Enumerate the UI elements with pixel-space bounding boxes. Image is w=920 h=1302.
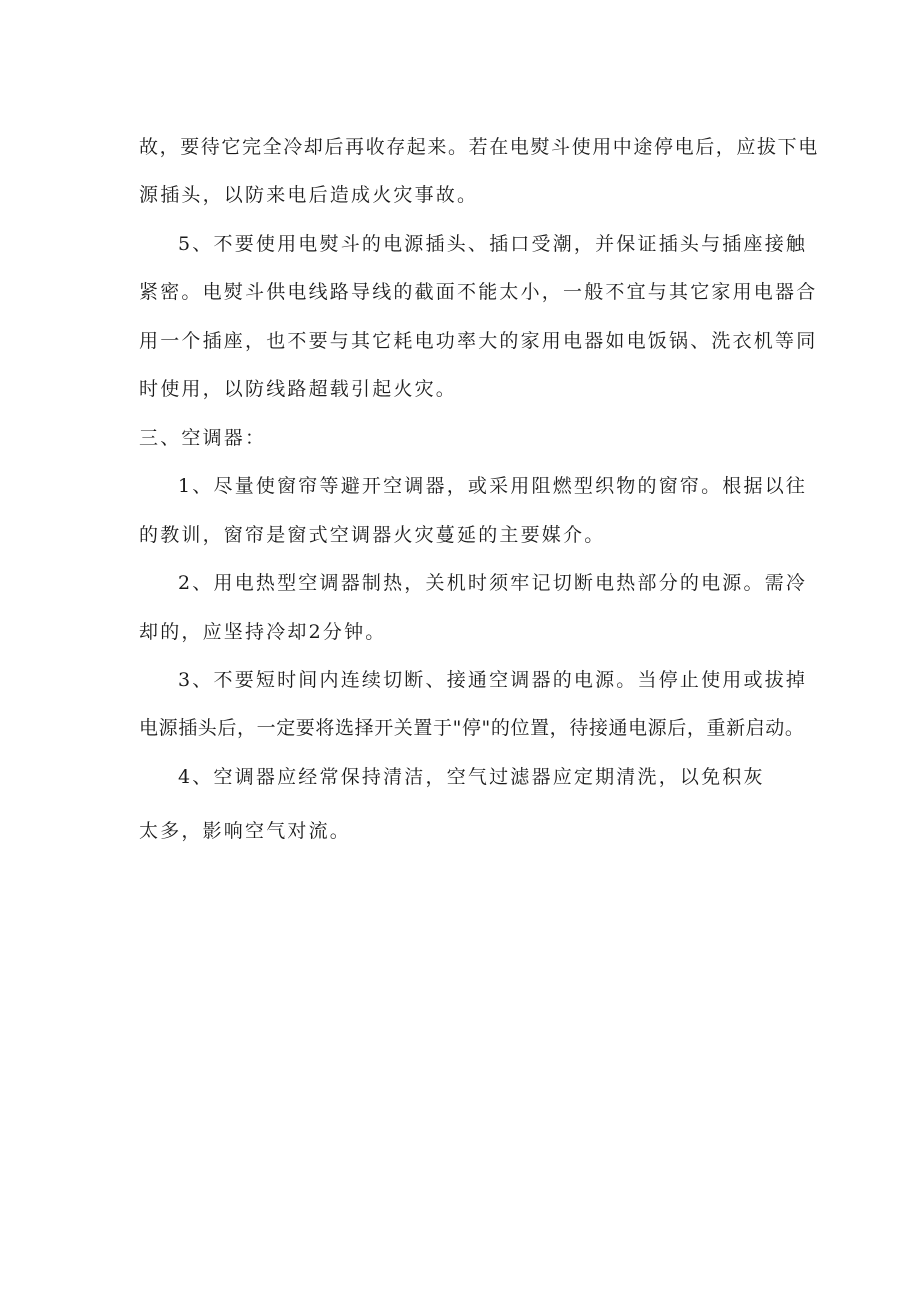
text-line: 2、用电热型空调器制热，关机时须牢记切断电热部分的电源。需冷 [178, 572, 808, 594]
text-line: 太多，影响空气对流。 [139, 820, 352, 842]
text-line: 5、不要使用电熨斗的电源插头、插口受潮，并保证插头与插座接触 [178, 233, 808, 255]
text-line: 用一个插座，也不要与其它耗电功率大的家用电器如电饭锅、洗衣机等同 [139, 330, 818, 352]
text-line: 故，要待它完全冷却后再收存起来。若在电熨斗使用中途停电后，应拔下电 [139, 136, 819, 158]
text-line: 的教训，窗帘是窗式空调器火灾蔓延的主要媒介。 [139, 524, 606, 546]
text-line: 4、空调器应经常保持清洁，空气过滤器应定期清洗，以免积灰 [178, 766, 765, 788]
text-line: 却的，应坚持冷却2分钟。 [139, 621, 387, 643]
text-line: 时使用，以防线路超载引起火灾。 [139, 378, 458, 400]
text-line: 3、不要短时间内连续切断、接通空调器的电源。当停止使用或拔掉 [178, 669, 808, 691]
text-line: 1、尽量使窗帘等避开空调器，或采用阻燃型织物的窗帘。根据以往 [178, 475, 808, 497]
text-line: 电源插头后，一定要将选择开关置于"停"的位置，待接通电源后，重新启动。 [139, 717, 805, 739]
section-heading: 三、空调器： [139, 427, 267, 449]
text-line: 源插头，以防来电后造成火灾事故。 [139, 184, 479, 206]
text-line: 紧密。电熨斗供电线路导线的截面不能太小，一般不宜与其它家用电器合 [139, 281, 818, 303]
